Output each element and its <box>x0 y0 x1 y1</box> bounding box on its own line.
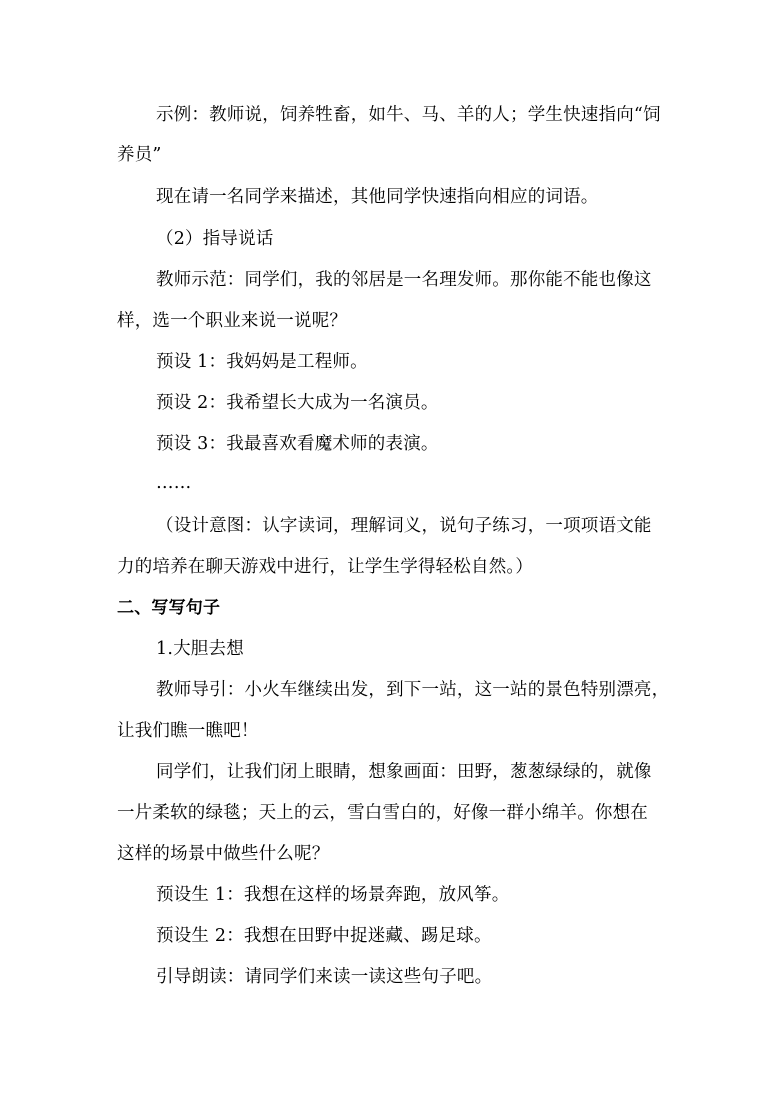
subsection-bold-imagine: 1.大胆去想 <box>156 639 244 659</box>
preset-student-1: 预设生 1：我想在这样的场景奔跑，放风筝。 <box>156 885 510 905</box>
teacher-guide-line-2: 让我们瞧一瞧吧！ <box>117 721 259 741</box>
paragraph-teacher-demo-line-2: 样，选一个职业来说一说呢？ <box>117 311 348 331</box>
imagine-scene-line-3: 这样的场景中做些什么呢？ <box>117 844 330 864</box>
preset-2: 预设 2：我希望长大成为一名演员。 <box>156 393 439 413</box>
ellipsis: …… <box>156 473 192 493</box>
section-guide-speaking: （2）指导说话 <box>156 229 274 249</box>
preset-1: 预设 1：我妈妈是工程师。 <box>156 352 368 372</box>
design-intent-line-1: （设计意图：认字读词，理解词义，说句子练习，一项项语文能 <box>156 516 652 536</box>
preset-3: 预设 3：我最喜欢看魔术师的表演。 <box>156 434 439 454</box>
preset-student-2: 预设生 2：我想在田野中捉迷藏、踢足球。 <box>156 926 492 946</box>
paragraph-teacher-demo-line-1: 教师示范：同学们，我的邻居是一名理发师。那你能不能也像这 <box>156 270 652 290</box>
paragraph-describe: 现在请一名同学来描述，其他同学快速指向相应的词语。 <box>156 187 599 207</box>
guided-reading: 引导朗读：请同学们来读一读这些句子吧。 <box>156 967 493 987</box>
section-heading-write-sentences: 二、写写句子 <box>117 598 221 618</box>
design-intent-line-2: 力的培养在聊天游戏中进行，让学生学得轻松自然。） <box>117 557 534 577</box>
teacher-guide-line-1: 教师导引：小火车继续出发，到下一站，这一站的景色特别漂亮， <box>156 680 670 700</box>
paragraph-example-line-2: 养员” <box>117 145 162 165</box>
imagine-scene-line-2: 一片柔软的绿毯；天上的云，雪白雪白的，好像一群小绵羊。你想在 <box>117 803 648 823</box>
imagine-scene-line-1: 同学们，让我们闭上眼睛，想象画面：田野，葱葱绿绿的，就像 <box>156 762 652 782</box>
paragraph-example-line-1: 示例：教师说，饲养牲畜，如牛、马、羊的人；学生快速指向“饲 <box>156 105 661 125</box>
